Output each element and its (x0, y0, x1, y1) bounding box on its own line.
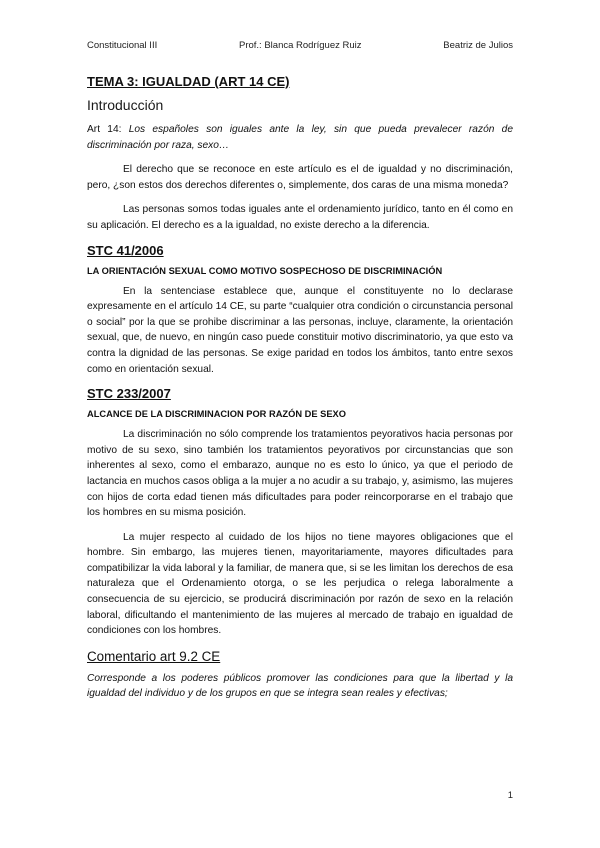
art14-paragraph (87, 122, 513, 153)
header-professor: Prof.: Blanca Rodríguez Ruiz (239, 40, 362, 51)
stc2-paragraph-1: La discriminación no sólo comprende los tratamientos peyorativos hacia personas por motivo de su sexo, sino también los tratamientos peyorativos por circunstancias que son inherentes al sexo, como el embarazo, aunque no es esto lo único, ya que el periodo de lactancia en muchos casos obliga a la mujer a no acudir a su trabajo, y, asimismo, las mujeres con hijos de corta edad tienen más dificultades para poder reincorporarse en el trabajo que los hombres en su misma posición. (87, 429, 513, 519)
comentario-quote: Corresponde a los poderes públicos promover las condiciones para que la libertad y la igualdad del individuo y de los grupos en que se integra sean reales y efectivas; (87, 672, 513, 700)
intro-paragraph-1: El derecho que se reconoce en este artículo es el de igualdad y no discriminación, pero, ¿son estos dos derechos diferentes o, simplemente, dos caras de una misma moneda? (87, 164, 513, 191)
header-course: Constitucional III (87, 40, 158, 51)
document-body (87, 74, 513, 711)
document-title: TEMA 3: IGUALDAD (ART 14 CE) (87, 74, 290, 89)
stc1-subheading: LA ORIENTACIÓN SEXUAL COMO MOTIVO SOSPECHOSO DE DISCRIMINACIÓN (87, 265, 443, 276)
art14-label: Art 14: (87, 124, 129, 135)
stc2-paragraph-2: La mujer respecto al cuidado de los hijos no tiene mayores obligaciones que el hombre. Sin embargo, las mujeres tienen, mayoritariamente, mayores dificultades para compatibilizar la vida laboral y la familiar, de manera que, si se les limitan los derechos de esa naturaleza que el Ordenamiento otorga, o se les perjudica o relega laboralmente a consecuencia de su ejercicio, se producirá discriminación por razón de sexo en la relación laboral, dificultando el mantenimiento de las mujeres al mercado de trabajo en igualdad de condiciones con los hombres. (87, 531, 513, 637)
page-number: 1 (507, 790, 513, 801)
intro-paragraph-2: Las personas somos todas iguales ante el ordenamiento jurídico, tanto en él como en su aplicación. El derecho es a la igualdad, no existe derecho a la diferencia. (87, 204, 513, 231)
stc2-heading: STC 233/2007 (87, 386, 171, 402)
art14-quote: Los españoles son iguales ante la ley, sin que pueda prevalecer razón de discriminación por raza, sexo… (87, 124, 513, 151)
stc1-heading: STC 41/2006 (87, 242, 164, 258)
intro-heading: Introducción (87, 97, 164, 113)
stc2-subheading: ALCANCE DE LA DISCRIMINACION POR RAZÓN DE SEXO (87, 409, 346, 420)
stc1-paragraph-1: En la sentenciase establece que, aunque el constituyente no lo declarase expresamente en el artículo 14 CE, su parte “cualquier otra condición o circunstancia personal o social” por la que se prohibe discriminar a las personas, incluye, claramente, la orientación sexual, que, de nuevo, en ningún caso puede constituir motivo discriminatorio, ya que esto va contra la dignidad de las personas. Se exige paridad en todos los ámbitos, tanto entre sexos como en orientación sexual. (87, 285, 513, 375)
header-author: Beatriz de Julios (443, 40, 513, 51)
page-header (87, 40, 513, 54)
comentario-heading: Comentario art 9.2 CE (87, 648, 221, 664)
